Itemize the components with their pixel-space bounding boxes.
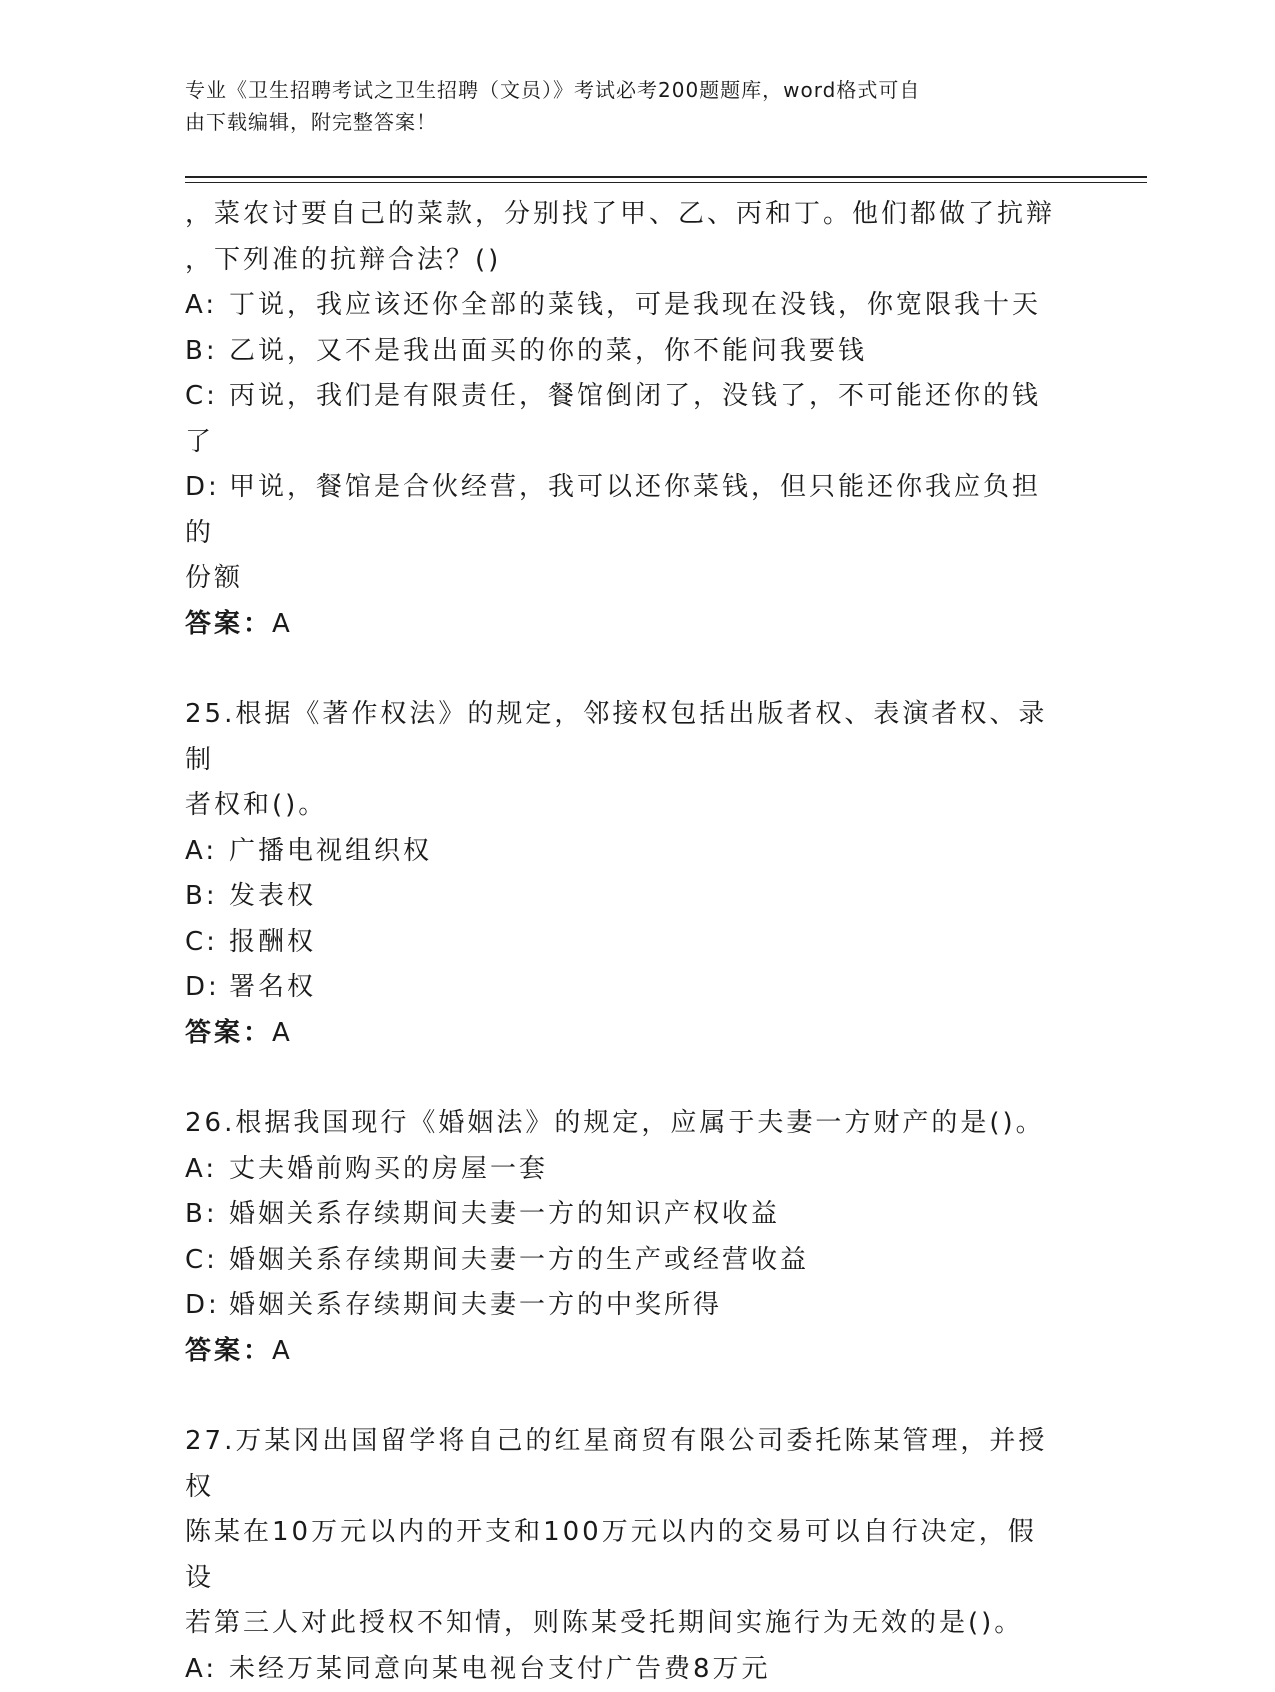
option-a — [185, 1147, 1065, 1193]
option-text: 发表权 — [229, 881, 316, 911]
option-letter: D: — [185, 1283, 229, 1329]
question-list — [185, 192, 1065, 1692]
question-stem-line: 陈某在10万元以内的开支和100万元以内的交易可以自行决定，假设 — [185, 1510, 1065, 1601]
option-text: 广播电视组织权 — [229, 836, 432, 866]
option-letter: C: — [185, 920, 229, 966]
question-stem-line: 27.万某冈出国留学将自己的红星商贸有限公司委托陈某管理，并授权 — [185, 1419, 1065, 1510]
answer-value: A — [272, 609, 293, 639]
question-item — [185, 1101, 1065, 1374]
option-text: 署名权 — [229, 972, 316, 1002]
option-text: 报酬权 — [229, 927, 316, 957]
option-c — [185, 374, 1065, 465]
option-letter: C: — [185, 1238, 229, 1284]
option-letter: D: — [185, 465, 229, 511]
option-b — [185, 874, 1065, 920]
option-letter: D: — [185, 965, 229, 1011]
option-text: 甲说，餐馆是合伙经营，我可以还你菜钱，但只能还你我应负担的 — [185, 472, 1041, 548]
question-spacer — [185, 1374, 1065, 1419]
question-spacer — [185, 647, 1065, 692]
question-stem-line: 者权和()。 — [185, 783, 1065, 829]
header-divider-thin — [185, 182, 1147, 183]
answer-value: A — [272, 1018, 293, 1048]
option-c — [185, 920, 1065, 966]
option-b — [185, 329, 1065, 375]
document-header — [185, 74, 1065, 138]
option-letter: C: — [185, 374, 229, 420]
option-letter: A: — [185, 1647, 229, 1692]
option-d — [185, 1283, 1065, 1329]
option-letter: A: — [185, 829, 229, 875]
question-stem-line: 若第三人对此授权不知情，则陈某受托期间实施行为无效的是()。 — [185, 1601, 1065, 1647]
option-letter: B: — [185, 874, 229, 920]
option-text: 丙说，我们是有限责任，餐馆倒闭了，没钱了，不可能还你的钱了 — [185, 381, 1041, 457]
option-a — [185, 283, 1065, 329]
question-item — [185, 692, 1065, 1056]
header-title-line-2: 由下载编辑，附完整答案！ — [185, 106, 1065, 138]
option-b — [185, 1192, 1065, 1238]
answer-line — [185, 602, 1065, 648]
option-text: 婚姻关系存续期间夫妻一方的中奖所得 — [229, 1290, 722, 1320]
option-text: 婚姻关系存续期间夫妻一方的知识产权收益 — [229, 1199, 780, 1229]
option-letter: A: — [185, 283, 229, 329]
option-d — [185, 465, 1065, 556]
answer-line — [185, 1011, 1065, 1057]
header-title-line-1: 专业《卫生招聘考试之卫生招聘（文员）》考试必考200题题库，word格式可自 — [185, 74, 1065, 106]
question-stem-line: 25.根据《著作权法》的规定，邻接权包括出版者权、表演者权、录制 — [185, 692, 1065, 783]
option-letter: B: — [185, 1192, 229, 1238]
answer-label: 答案： — [185, 1018, 272, 1048]
option-a — [185, 829, 1065, 875]
answer-line — [185, 1329, 1065, 1375]
question-stem-line: 26.根据我国现行《婚姻法》的规定，应属于夫妻一方财产的是()。 — [185, 1101, 1065, 1147]
option-text: 未经万某同意向某电视台支付广告费8万元 — [229, 1654, 771, 1684]
question-spacer — [185, 1056, 1065, 1101]
option-a — [185, 1647, 1065, 1692]
option-d — [185, 965, 1065, 1011]
option-text-continuation: 份额 — [185, 556, 1065, 602]
answer-value: A — [272, 1336, 293, 1366]
header-divider-thick — [185, 176, 1147, 178]
question-item — [185, 1419, 1065, 1692]
option-text: 丁说，我应该还你全部的菜钱，可是我现在没钱，你宽限我十天 — [229, 290, 1041, 320]
question-item — [185, 192, 1065, 647]
option-letter: A: — [185, 1147, 229, 1193]
question-stem-line: ，菜农讨要自己的菜款，分别找了甲、乙、丙和丁。他们都做了抗辩 — [185, 192, 1065, 238]
option-text: 丈夫婚前购买的房屋一套 — [229, 1154, 548, 1184]
answer-label: 答案： — [185, 609, 272, 639]
option-text: 乙说，又不是我出面买的你的菜，你不能问我要钱 — [229, 336, 867, 366]
option-c — [185, 1238, 1065, 1284]
answer-label: 答案： — [185, 1336, 272, 1366]
option-letter: B: — [185, 329, 229, 375]
question-stem-line: ，下列准的抗辩合法？() — [185, 238, 1065, 284]
option-text: 婚姻关系存续期间夫妻一方的生产或经营收益 — [229, 1245, 809, 1275]
